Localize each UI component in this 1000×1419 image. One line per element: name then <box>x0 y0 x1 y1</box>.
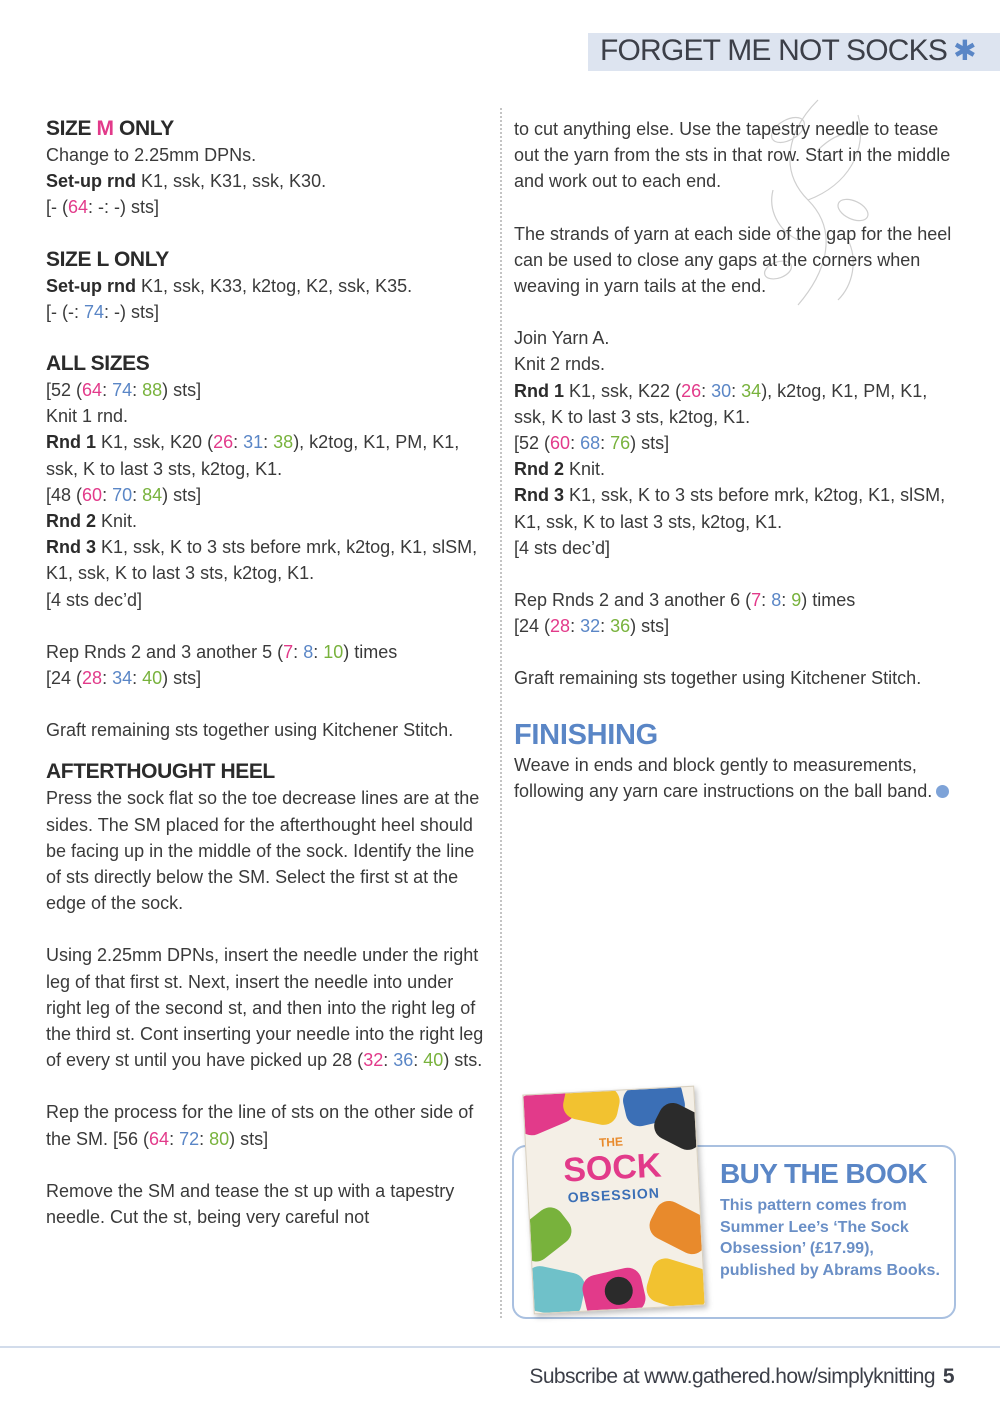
size-m-line1: Change to 2.25mm DPNs. <box>46 145 257 165</box>
right-p2: The strands of yarn at each side of the gap for the heel can be used to close any gaps at the corners when weaving in yarn tails at the end. <box>514 223 952 297</box>
right-sts1: [52 (60: 68: 76) sts] <box>514 433 670 454</box>
right-dec: [4 sts dec’d] <box>514 537 611 558</box>
buy-book-text: This pattern comes from Summer Lee’s ‘The Sock Obsession’ (£17.99), published by Abrams Books. <box>720 1197 940 1279</box>
all-sizes-rnd1: Rnd 1 K1, ssk, K20 (26: 31: 38), k2tog, K1, PM, K1, ssk, K to last 3 sts, k2tog, K1. <box>46 432 460 479</box>
right-rnd3: Rnd 3 K1, ssk, K to 3 sts before mrk, k2tog, K1, slSM, K1, ssk, K to last 3 sts, k2tog, K1. <box>514 485 946 532</box>
book-cover-the: THE <box>598 1134 624 1150</box>
size-l-setup: Set-up rnd K1, ssk, K33, k2tog, K2, ssk, K35. <box>46 275 413 296</box>
heel-p1: Press the sock flat so the toe decrease lines are at the sides. The SM placed for the afterthought heel should be facing up in the middle of the sock. Identify the line of sts directly below the SM. Select the first st at the edge of the sock. <box>46 788 480 914</box>
right-rep: Rep Rnds 2 and 3 another 6 (7: 8: 9) times <box>514 590 856 611</box>
book-cover-subtitle: OBSESSION <box>567 1184 661 1206</box>
all-sizes-sts3: [24 (28: 34: 40) sts] <box>46 668 202 689</box>
right-graft: Graft remaining sts together using Kitchener Stitch. <box>514 668 922 689</box>
heel-heading: AFTERTHOUGHT HEEL <box>46 760 275 784</box>
all-sizes-dec: [4 sts dec’d] <box>46 589 143 610</box>
left-column <box>46 116 491 1230</box>
footer <box>529 1365 954 1389</box>
finishing-text: Weave in ends and block gently to measurements, following any yarn care instructions on the ball band. <box>514 752 964 804</box>
size-m-heading: SIZE M ONLY <box>46 117 174 140</box>
right-join: Join Yarn A. <box>514 328 610 349</box>
all-sizes-sts1: [52 (64: 74: 88) sts] <box>46 380 202 401</box>
column-divider <box>500 108 502 1318</box>
right-rnd1: Rnd 1 K1, ssk, K22 (26: 30: 34), k2tog, K1, PM, K1, ssk, K to last 3 sts, k2tog, K1. <box>514 380 928 427</box>
book-cover-title: SOCK <box>562 1146 663 1190</box>
all-sizes-sts2: [48 (60: 70: 84) sts] <box>46 484 202 505</box>
end-mark-icon <box>936 785 949 798</box>
heel-p2: Using 2.25mm DPNs, insert the needle under the right leg of that first st. Next, insert the needle into under right leg of the second st, and then into the right leg of the third st. Cont inserting your needle into the right leg of every st until you have picked up 28 (32: 36: 40) sts. <box>46 945 484 1071</box>
all-sizes-rnd3: Rnd 3 K1, ssk, K to 3 sts before mrk, k2tog, K1, slSM, K1, ssk, K to last 3 sts, k2tog, K1. <box>46 537 478 584</box>
all-sizes-rnd2: Rnd 2 Knit. <box>46 511 138 532</box>
buy-book-heading: BUY THE BOOK <box>720 1158 927 1189</box>
size-l-sts: [- (-: 74: -) sts] <box>46 301 160 322</box>
all-sizes-rep: Rep Rnds 2 and 3 another 5 (7: 8: 10) times <box>46 641 398 662</box>
size-m-sts: [- (64: -: -) sts] <box>46 197 160 218</box>
right-rnd2: Rnd 2 Knit. <box>514 459 606 480</box>
heel-p4: Remove the SM and tease the st up with a tapestry needle. Cut the st, being very careful not <box>46 1180 455 1228</box>
all-sizes-heading: ALL SIZES <box>46 352 150 376</box>
footer-rule <box>0 1346 1000 1348</box>
right-column <box>514 116 964 804</box>
page-title: FORGET ME NOT SOCKS ✱ <box>600 34 976 67</box>
right-p1: to cut anything else. Use the tapestry needle to tease out the yarn from the sts in that row. Start in the middle and work out to each end. <box>514 119 951 192</box>
heel-p3: Rep the process for the line of sts on the other side of the SM. [56 (64: 72: 80) sts] <box>46 1102 474 1149</box>
size-l-heading: SIZE L ONLY <box>46 247 169 271</box>
right-knit: Knit 2 rnds. <box>514 354 606 375</box>
subscribe-link[interactable]: Subscribe at www.gathered.how/simplyknitting <box>529 1365 935 1388</box>
right-sts2: [24 (28: 32: 36) sts] <box>514 616 670 637</box>
page-number: 5 <box>942 1365 954 1388</box>
book-cover-image <box>522 1086 705 1315</box>
all-sizes-graft: Graft remaining sts together using Kitchener Stitch. <box>46 720 454 741</box>
finishing-heading: FINISHING <box>514 718 658 751</box>
all-sizes-knit: Knit 1 rnd. <box>46 406 129 427</box>
asterisk-icon: ✱ <box>953 35 976 66</box>
size-m-setup: Set-up rnd K1, ssk, K31, ssk, K30. <box>46 171 327 192</box>
